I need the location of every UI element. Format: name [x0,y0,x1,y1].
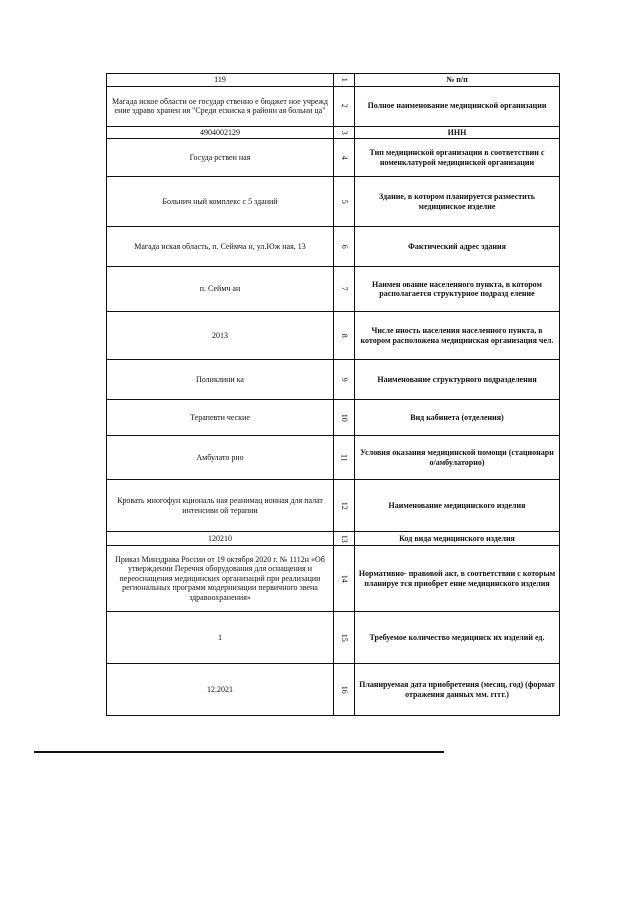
table-row [107,227,560,267]
table-row [107,267,560,312]
row-number: 15 [334,612,355,664]
row-value: 12.2021 [107,664,334,716]
row-label: Наимен ование населенного пункта, в котором располагается структурное подразд еление [355,267,560,312]
row-value: 1 [107,612,334,664]
row-label: Наименование медицинского изделия [355,480,560,532]
table-row [107,312,560,360]
row-label: Тип медицинской организации в соответствии с номенклатурой медицинской организации [355,139,560,177]
table-row [107,612,560,664]
row-value: Поликлини ка [107,360,334,400]
row-number: 3 [334,126,355,139]
row-number: 6 [334,227,355,267]
row-number: 12 [334,480,355,532]
row-label: Вид кабинета (отделения) [355,400,560,436]
row-value: Госуда рствен ная [107,139,334,177]
row-number: 13 [334,532,355,546]
row-label: Числе нность населения населенного пункта, в котором расположена медицинская организация чел. [355,312,560,360]
table-row [107,126,560,139]
row-label: Код вида медицинского изделия [355,532,560,546]
row-number: 8 [334,312,355,360]
table-row [107,400,560,436]
row-number: 2 [334,86,355,126]
table-row [107,86,560,126]
row-label: Требуемое количество медицинск их изделий ед. [355,612,560,664]
row-label: Фактический адрес здания [355,227,560,267]
horizontal-rule [34,751,444,753]
row-number: 14 [334,546,355,612]
row-value: Больнич ный комплекс с 5 зданий [107,177,334,227]
row-number: 5 [334,177,355,227]
table-row [107,74,560,87]
row-value: Магада иское области ое государ ственно е бюджет ное учрежд ение здраво хранен ия "Среди ескиска я районн ая больни ца" [107,86,334,126]
row-number: 9 [334,360,355,400]
row-number: 1 [334,74,355,87]
row-label: Полное наименование медицинской организации [355,86,560,126]
row-label: Условия оказания медицинской помощи (стационарн о/амбулаторно) [355,436,560,480]
row-number: 7 [334,267,355,312]
table-row [107,532,560,546]
row-number: 4 [334,139,355,177]
table-row [107,360,560,400]
row-label: Планируемая дата приобретения (месяц, год) (формат отражения данных мм. гггг.) [355,664,560,716]
row-value: Терапевти ческие [107,400,334,436]
row-value: 2013 [107,312,334,360]
row-label: Наименование структурного подразделения [355,360,560,400]
row-value: п. Сеймч ан [107,267,334,312]
row-label: № п/п [355,74,560,87]
row-value: Кровать многофун кциональ ная реанимац ионная для палат интенсиви ой терапии [107,480,334,532]
row-label: Здание, в котором планируется разместить медицинское изделие [355,177,560,227]
row-value: 4904002129 [107,126,334,139]
table-row [107,436,560,480]
medical-device-form-table [106,73,560,716]
row-value: Приказ Минздрава России от 19 октября 2020 г. № 1112н «Об утверждении Перечня оборудования для оснащения и переоснащения медицинских организаций при реализации региональных программ модернизации первичного звена здравоохранения» [107,546,334,612]
row-number: 10 [334,400,355,436]
row-label: Нормативно- правовой акт, в соответствии с которым планируе тся приобрет ение медицинского изделия [355,546,560,612]
row-value: Амбулато рно [107,436,334,480]
row-number: 11 [334,436,355,480]
table-row [107,139,560,177]
row-value: 120210 [107,532,334,546]
row-label: ИНН [355,126,560,139]
table-row [107,480,560,532]
row-value: 119 [107,74,334,87]
table-row [107,177,560,227]
row-value: Магада нская область, п. Сеймча н, ул.Юж ная, 13 [107,227,334,267]
row-number: 16 [334,664,355,716]
table-row [107,546,560,612]
table-row [107,664,560,716]
